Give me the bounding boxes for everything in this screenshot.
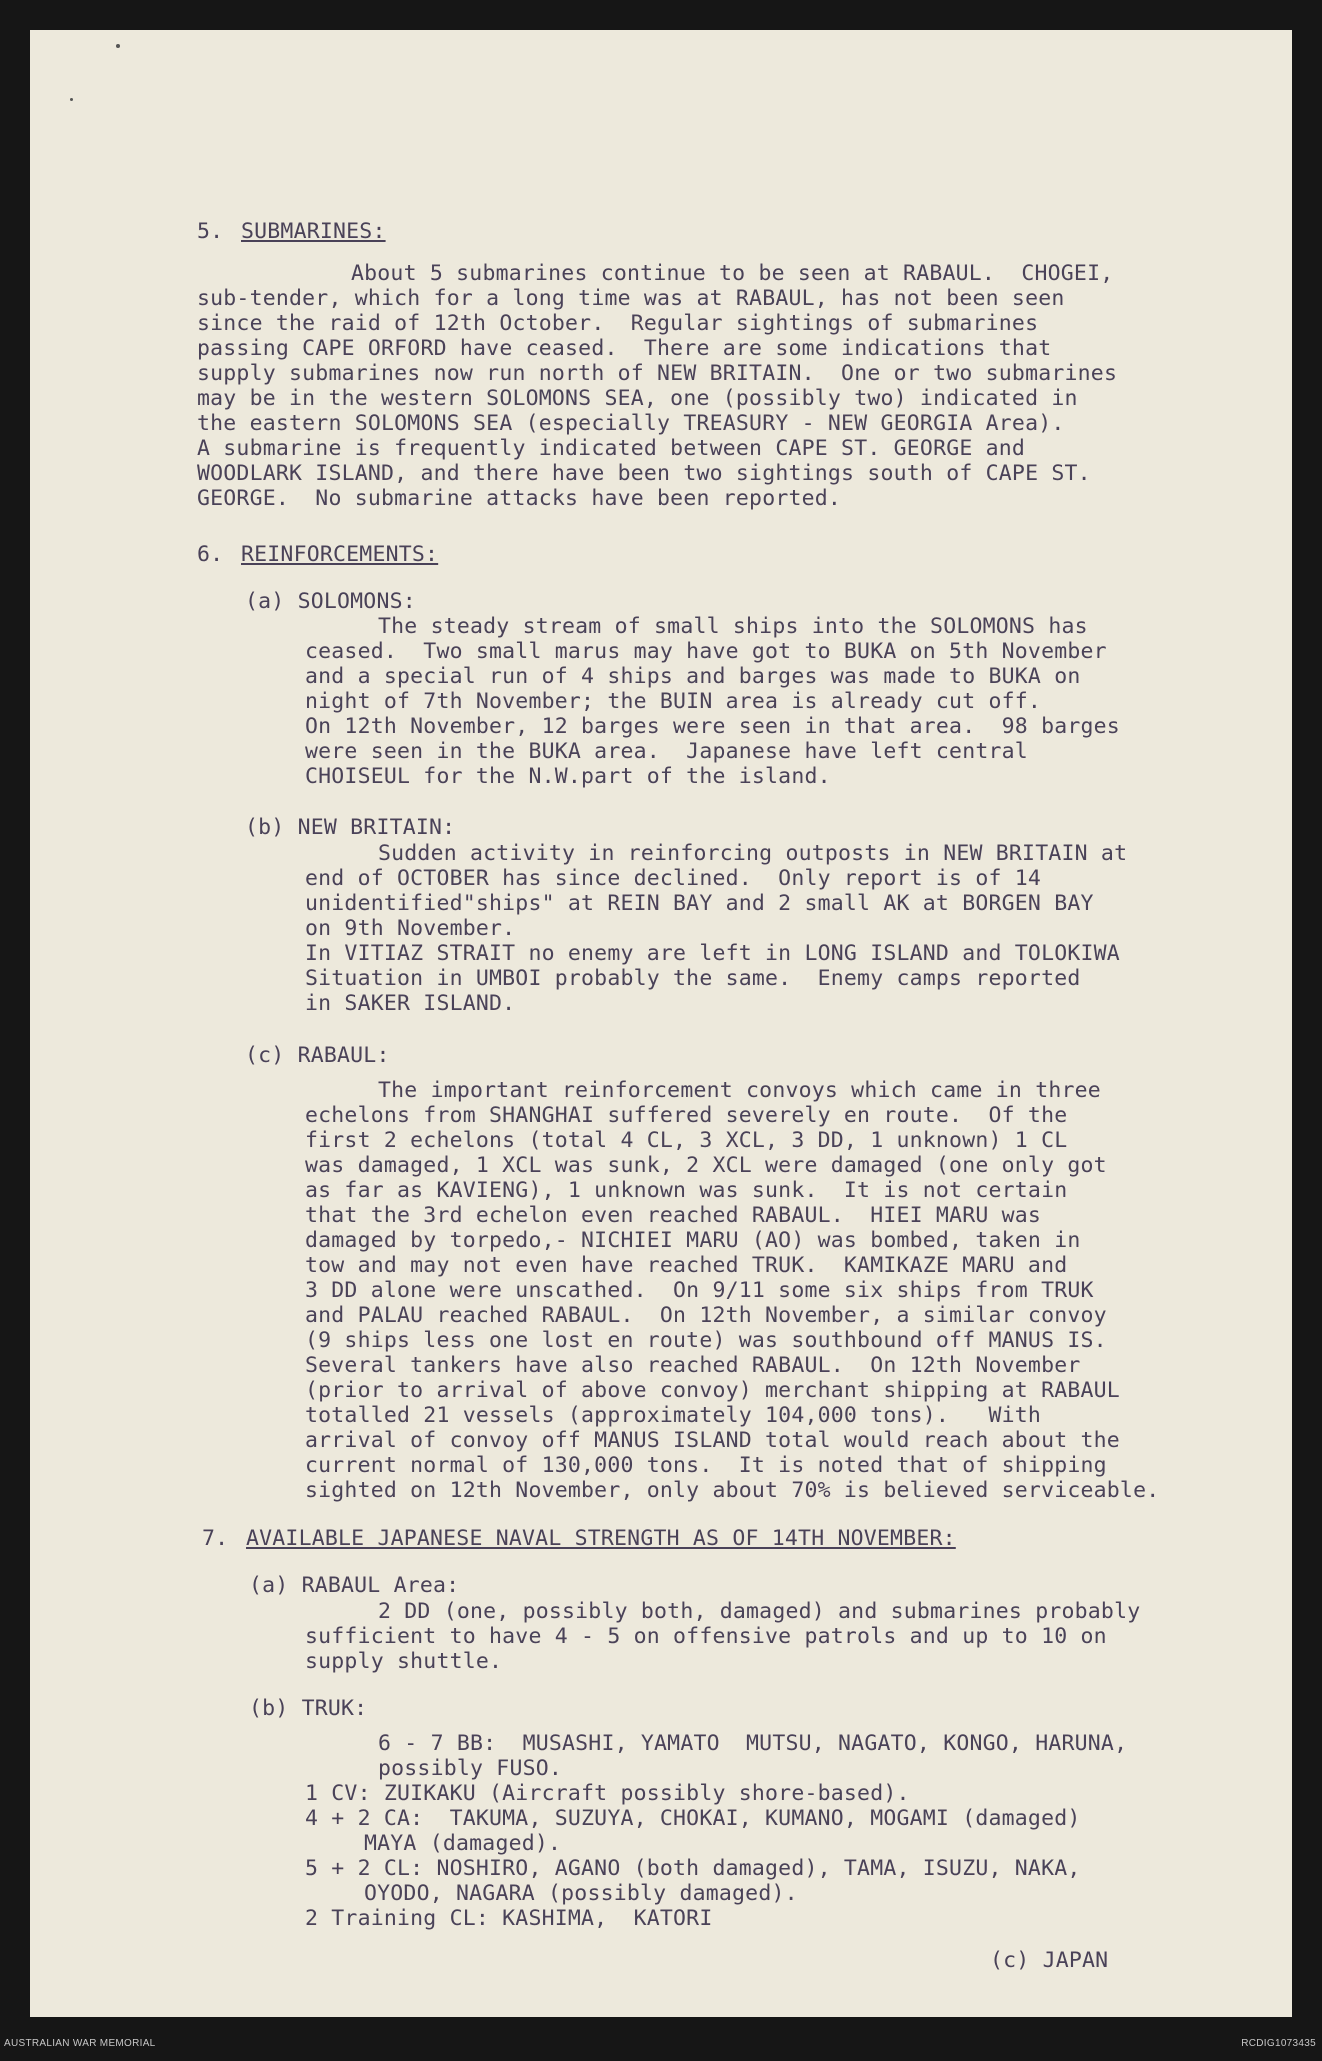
body-line: arrival of convoy off MANUS ISLAND total would reach about the xyxy=(305,1428,1120,1453)
body-line: sighted on 12th November, only about 70% is believed serviceable. xyxy=(305,1478,1160,1503)
body-line: 1 CV: ZUIKAKU (Aircraft possibly shore-based). xyxy=(305,1781,910,1806)
body-line: Situation in UMBOI probably the same. Enemy camps reported xyxy=(305,966,1081,991)
body-line: passing CAPE ORFORD have ceased. There are some indications that xyxy=(197,336,1052,361)
body-line: first 2 echelons (total 4 CL, 3 XCL, 3 DD, 1 unknown) 1 CL xyxy=(305,1128,1068,1153)
body-line: 5 + 2 CL: NOSHIRO, AGANO (both damaged), TAMA, ISUZU, NAKA, xyxy=(305,1856,1081,1881)
section-heading: AVAILABLE JAPANESE NAVAL STRENGTH AS OF 14TH NOVEMBER: xyxy=(246,1526,956,1551)
body-line: 4 + 2 CA: TAKUMA, SUZUYA, CHOKAI, KUMANO, MOGAMI (damaged) xyxy=(305,1806,1081,1831)
body-line: About 5 submarines continue to be seen at RABAUL. CHOGEI, xyxy=(351,261,1114,286)
body-line: totalled 21 vessels (approximately 104,000 tons). With xyxy=(305,1403,1042,1428)
body-line: that the 3rd echelon even reached RABAUL. HIEI MARU was xyxy=(305,1203,1042,1228)
body-line: Several tankers have also reached RABAUL. On 12th November xyxy=(305,1353,1081,1378)
footer-reference-code: RCDIG1073435 xyxy=(1241,2038,1316,2049)
section-number: 7. xyxy=(202,1526,229,1551)
body-line: as far as KAVIENG), 1 unknown was sunk. It is not certain xyxy=(305,1178,1068,1203)
body-line: sufficient to have 4 - 5 on offensive patrols and up to 10 on xyxy=(305,1624,1107,1649)
body-line: CHOISEUL for the N.W.part of the island. xyxy=(305,764,831,789)
body-line: (9 ships less one lost en route) was southbound off MANUS IS. xyxy=(305,1328,1107,1353)
body-line: current normal of 130,000 tons. It is noted that of shipping xyxy=(305,1453,1107,1478)
body-line: unidentified"ships" at REIN BAY and 2 small AK at BORGEN BAY xyxy=(305,891,1094,916)
document-page xyxy=(30,30,1292,2017)
body-line: supply shuttle. xyxy=(305,1649,503,1674)
body-line: and PALAU reached RABAUL. On 12th November, a similar convoy xyxy=(305,1303,1107,1328)
body-line: GEORGE. No submarine attacks have been reported. xyxy=(197,486,842,511)
section-heading: SUBMARINES: xyxy=(241,219,386,244)
body-line: The important reinforcement convoys which came in three xyxy=(378,1078,1101,1103)
body-line: (prior to arrival of above convoy) merchant shipping at RABAUL xyxy=(305,1378,1120,1403)
body-line: WOODLARK ISLAND, and there have been two sightings south of CAPE ST. xyxy=(197,461,1091,486)
body-line: end of OCTOBER has since declined. Only report is of 14 xyxy=(305,866,1042,891)
punch-mark xyxy=(116,44,120,48)
subsection-label: (a) SOLOMONS: xyxy=(245,589,416,614)
section-number: 6. xyxy=(197,542,224,567)
continuation-note: (c) JAPAN xyxy=(990,1948,1109,1973)
body-line: may be in the western SOLOMONS SEA, one (possibly two) indicated in xyxy=(197,386,1078,411)
body-line: echelons from SHANGHAI suffered severely en route. Of the xyxy=(305,1103,1068,1128)
section-number: 5. xyxy=(197,219,224,244)
punch-mark xyxy=(70,98,73,101)
body-line: 2 DD (one, possibly both, damaged) and submarines probably xyxy=(378,1599,1141,1624)
body-line: OYODO, NAGARA (possibly damaged). xyxy=(364,1881,798,1906)
body-line: 6 - 7 BB: MUSASHI, YAMATO MUTSU, NAGATO, KONGO, HARUNA, xyxy=(378,1731,1128,1756)
body-line: 3 DD alone were unscathed. On 9/11 some six ships from TRUK xyxy=(305,1278,1094,1303)
subsection-label: (a) RABAUL Area: xyxy=(249,1573,460,1598)
subsection-label: (c) RABAUL: xyxy=(245,1043,390,1068)
body-line: were seen in the BUKA area. Japanese have left central xyxy=(305,739,1028,764)
body-line: In VITIAZ STRAIT no enemy are left in LONG ISLAND and TOLOKIWA xyxy=(305,941,1120,966)
body-line: 2 Training CL: KASHIMA, KATORI xyxy=(305,1906,713,1931)
body-line: A submarine is frequently indicated between CAPE ST. GEORGE and xyxy=(197,436,1026,461)
subsection-label: (b) NEW BRITAIN: xyxy=(245,815,456,840)
footer-archive-name: AUSTRALIAN WAR MEMORIAL xyxy=(4,2038,156,2049)
body-line: ceased. Two small marus may have got to BUKA on 5th November xyxy=(305,639,1107,664)
subsection-label: (b) TRUK: xyxy=(249,1696,368,1721)
body-line: On 12th November, 12 barges were seen in that area. 98 barges xyxy=(305,714,1120,739)
body-line: damaged by torpedo,- NICHIEI MARU (AO) was bombed, taken in xyxy=(305,1228,1081,1253)
body-line: sub-tender, which for a long time was at RABAUL, has not been seen xyxy=(197,286,1065,311)
body-line: and a special run of 4 ships and barges was made to BUKA on xyxy=(305,664,1081,689)
body-line: possibly FUSO. xyxy=(378,1756,563,1781)
body-line: Sudden activity in reinforcing outposts in NEW BRITAIN at xyxy=(378,841,1128,866)
body-line: on 9th November. xyxy=(305,916,516,941)
body-line: in SAKER ISLAND. xyxy=(305,991,516,1016)
section-heading: REINFORCEMENTS: xyxy=(241,542,439,567)
body-line: MAYA (damaged). xyxy=(364,1831,562,1856)
body-line: supply submarines now run north of NEW BRITAIN. One or two submarines xyxy=(197,361,1118,386)
body-line: was damaged, 1 XCL was sunk, 2 XCL were damaged (one only got xyxy=(305,1153,1107,1178)
body-line: The steady stream of small ships into the SOLOMONS has xyxy=(378,614,1088,639)
body-line: the eastern SOLOMONS SEA (especially TREASURY - NEW GEORGIA Area). xyxy=(197,411,1065,436)
body-line: night of 7th November; the BUIN area is already cut off. xyxy=(305,689,1042,714)
body-line: since the raid of 12th October. Regular sightings of submarines xyxy=(197,311,1039,336)
body-line: tow and may not even have reached TRUK. KAMIKAZE MARU and xyxy=(305,1253,1068,1278)
